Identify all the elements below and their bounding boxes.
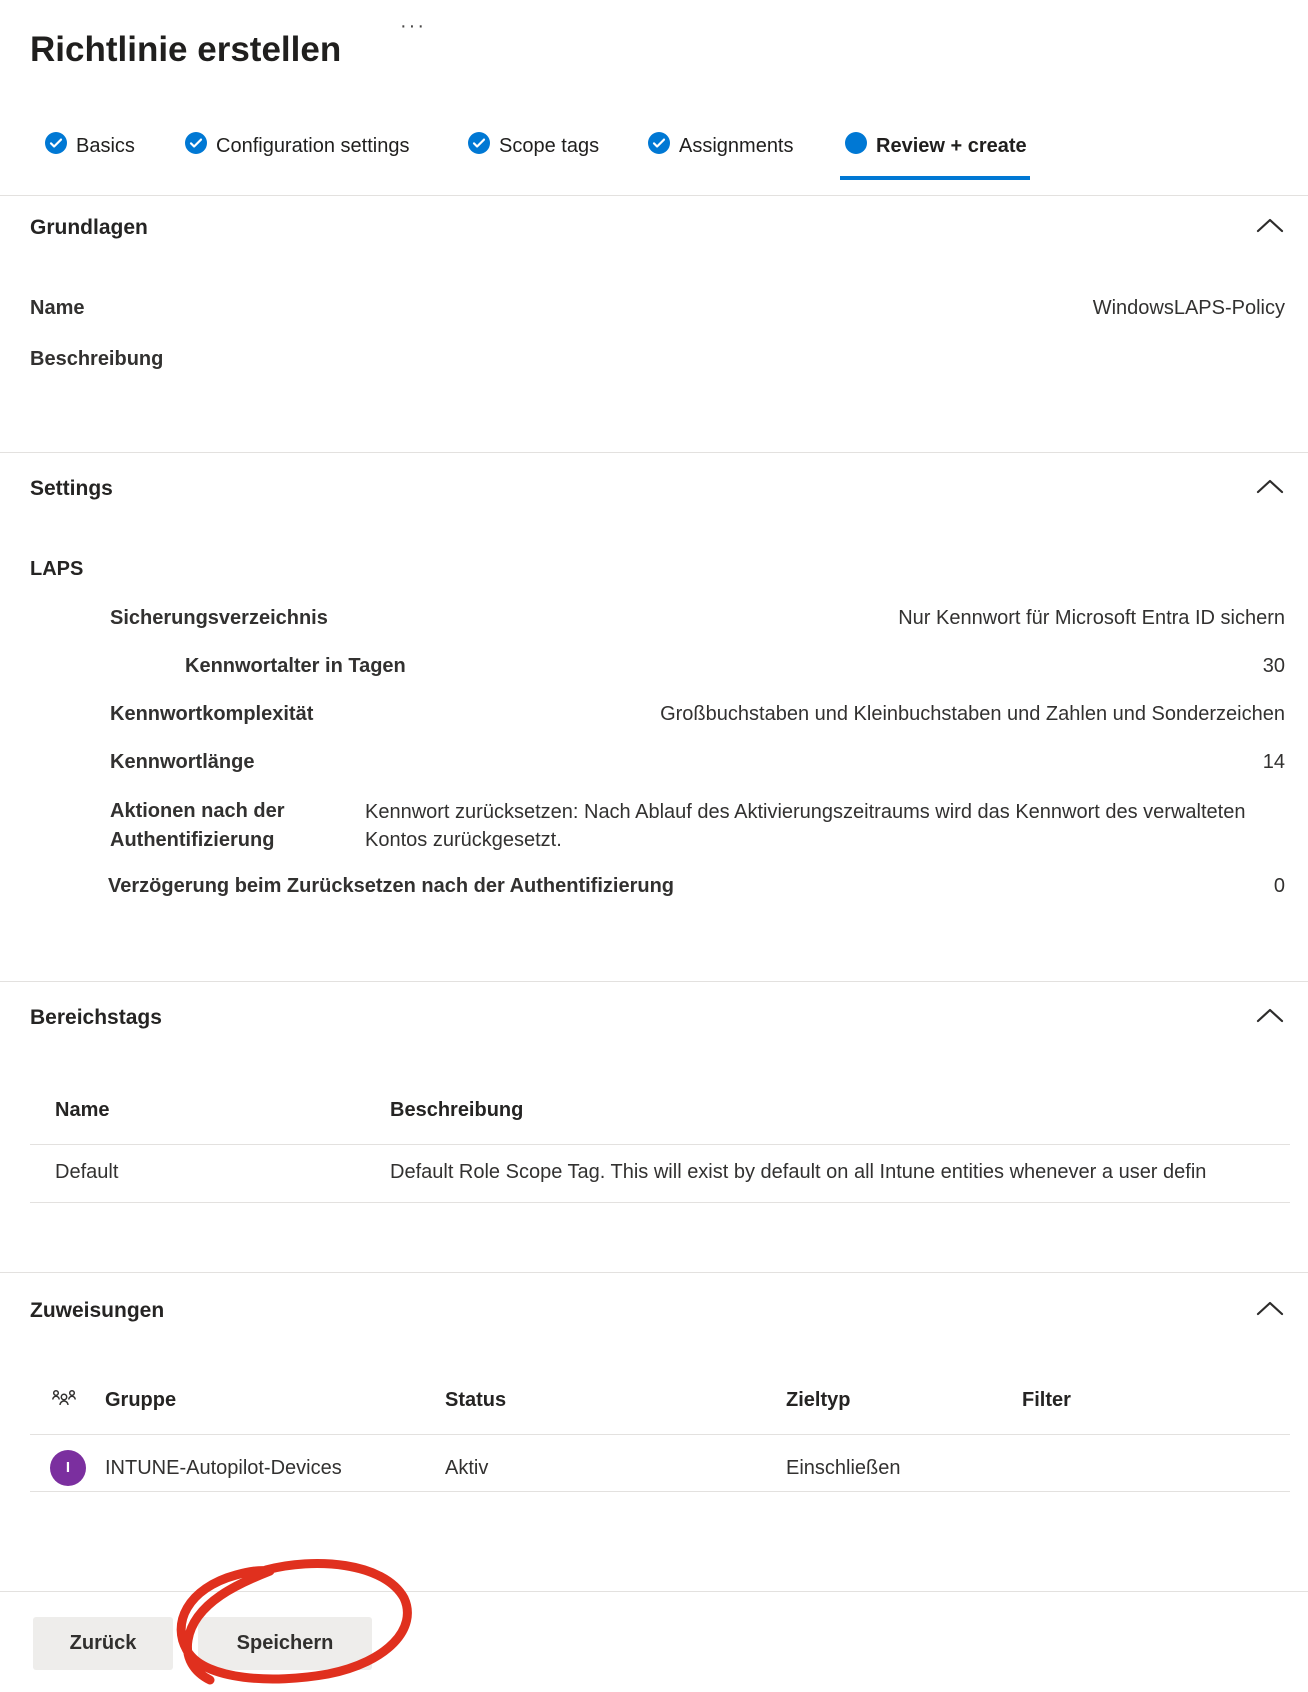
settings-group-title: LAPS: [30, 558, 84, 580]
section-title-zuweisungen: Zuweisungen: [30, 1299, 165, 1322]
tab-label: Scope tags: [499, 135, 600, 157]
setting-value: Großbuchstaben und Kleinbuchstaben und Zahlen und Sonderzeichen: [660, 703, 1285, 725]
column-header-zieltyp: Zieltyp: [786, 1389, 851, 1411]
chevron-up-icon[interactable]: [1255, 476, 1285, 502]
assignment-status: Aktiv: [445, 1457, 489, 1479]
setting-label: Verzögerung beim Zurücksetzen nach der Authentifizierung: [108, 875, 675, 897]
tab-basics[interactable]: [45, 131, 135, 161]
divider: [0, 981, 1308, 982]
save-button[interactable]: Speichern: [198, 1617, 372, 1670]
people-group-icon: [50, 1388, 78, 1416]
chevron-up-icon[interactable]: [1255, 1005, 1285, 1031]
check-circle-icon: [45, 132, 67, 160]
chevron-up-icon[interactable]: [1255, 215, 1285, 241]
tab-label: Review + create: [876, 135, 1027, 157]
more-options-icon[interactable]: ···: [400, 15, 426, 37]
setting-label: Sicherungsverzeichnis: [110, 607, 328, 629]
divider: [30, 1491, 1290, 1492]
divider: [30, 1434, 1290, 1435]
active-tab-underline: [840, 176, 1030, 180]
check-circle-icon: [185, 132, 207, 160]
divider: [0, 1272, 1308, 1273]
name-label: Name: [30, 297, 85, 319]
setting-label: Aktionen nach der Authentifizierung: [110, 800, 285, 851]
column-header-status: Status: [445, 1389, 507, 1411]
setting-value: 30: [1262, 655, 1285, 677]
tab-assignments[interactable]: [648, 131, 794, 161]
setting-value: 0: [1273, 875, 1285, 897]
tab-label: Configuration settings: [216, 135, 410, 157]
section-title-bereichstags: Bereichstags: [30, 1006, 162, 1029]
setting-label: Kennwortalter in Tagen: [185, 655, 406, 677]
divider: [30, 1202, 1290, 1203]
setting-value: Kennwort zurücksetzen: Nach Ablauf des Aktivierungszeitraums wird das Kennwort des verwalteten Kontos zurückgesetzt.: [365, 801, 1246, 851]
divider: [30, 1144, 1290, 1145]
name-value: WindowsLAPS-Policy: [1092, 297, 1285, 319]
check-circle-icon: [648, 132, 670, 160]
column-header-name: Name: [55, 1099, 110, 1121]
divider: [0, 1591, 1308, 1592]
description-label: Beschreibung: [30, 348, 164, 370]
section-title-settings: Settings: [30, 477, 113, 500]
column-header-description: Beschreibung: [390, 1099, 524, 1121]
setting-value: 14: [1262, 751, 1285, 773]
setting-value: Nur Kennwort für Microsoft Entra ID sichern: [898, 607, 1285, 629]
tab-label: Basics: [76, 135, 135, 157]
filled-circle-icon: [845, 132, 867, 160]
tab-scope-tags[interactable]: [468, 131, 599, 161]
column-header-group: Gruppe: [105, 1389, 177, 1411]
chevron-up-icon[interactable]: [1255, 1298, 1285, 1324]
scope-tag-name: Default: [55, 1161, 119, 1183]
assignment-group-name: INTUNE-Autopilot-Devices: [105, 1457, 342, 1479]
tab-review-create[interactable]: [845, 131, 1027, 161]
group-avatar: I: [50, 1450, 86, 1486]
tab-label: Assignments: [679, 135, 794, 157]
section-title-grundlagen: Grundlagen: [30, 216, 148, 239]
check-circle-icon: [468, 132, 490, 160]
divider: [0, 195, 1308, 196]
setting-label: Kennwortlänge: [110, 751, 255, 773]
setting-label: Kennwortkomplexität: [110, 703, 314, 725]
page-title: Richtlinie erstellen: [30, 30, 342, 70]
scope-tag-description: Default Role Scope Tag. This will exist by default on all Intune entities whenever a user defin: [390, 1161, 1207, 1183]
back-button[interactable]: Zurück: [33, 1617, 173, 1670]
divider: [0, 452, 1308, 453]
assignment-target-type: Einschließen: [786, 1457, 901, 1479]
column-header-filter: Filter: [1022, 1389, 1071, 1411]
tab-configuration-settings[interactable]: [185, 131, 409, 161]
